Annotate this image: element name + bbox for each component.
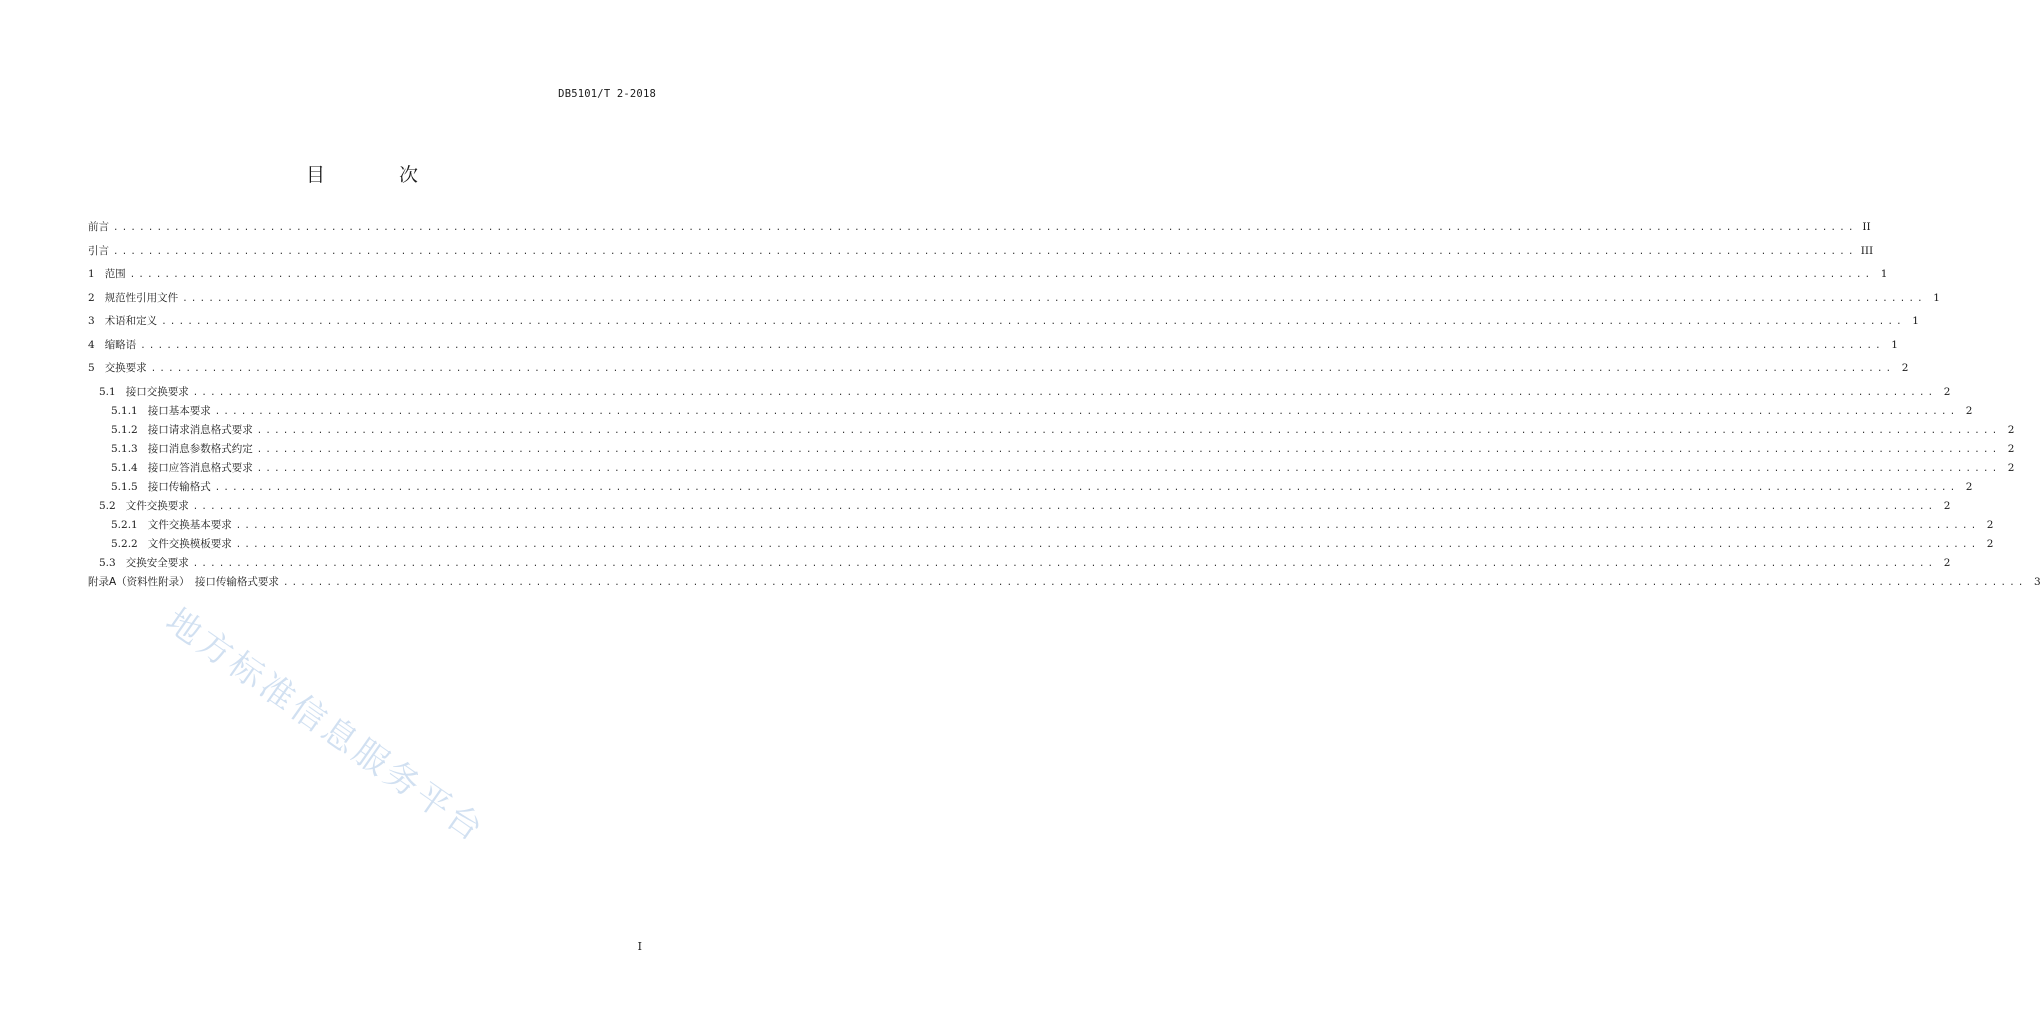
toc-entry[interactable] — [88, 384, 1951, 403]
toc-entry-number: 5.3 — [99, 556, 116, 569]
toc-entry-page: 2 — [1986, 518, 1994, 531]
toc-entry-title: 接口消息参数格式约定 — [147, 442, 253, 455]
toc-entry[interactable] — [88, 290, 1940, 314]
toc-entry-page: 1 — [1880, 268, 1888, 280]
toc-entry[interactable] — [88, 422, 2015, 441]
toc-entry-page: 2 — [1901, 362, 1909, 374]
toc-entry-page: 1 — [1912, 315, 1919, 327]
toc-dot-leader: ........................................................................................................................................................................................................ — [256, 463, 2001, 474]
page-number: I — [637, 940, 642, 953]
toc-dot-leader: ........................................................................................................................................................................................................ — [150, 364, 1895, 374]
toc-entry-page: 2 — [2007, 423, 2015, 436]
toc-entry-title: 附录A（资料性附录） 接口传输格式要求 — [88, 575, 279, 588]
toc-entry[interactable] — [88, 460, 2015, 479]
toc-dot-leader: ........................................................................................................................................................................................................ — [282, 577, 2027, 588]
toc-title: 目 次 — [305, 164, 453, 186]
toc-entry-page: 2 — [2007, 442, 2015, 455]
toc-entry[interactable] — [88, 266, 1888, 290]
toc-entry-number: 5.2 — [99, 499, 116, 512]
toc-entry[interactable] — [88, 360, 1909, 384]
toc-dot-leader: ........................................................................................................................................................................................................ — [192, 558, 1937, 569]
toc-dot-leader: ........................................................................................................................................................................................................ — [256, 425, 2001, 436]
toc-entry-title: 文件交换基本要求 — [147, 518, 232, 531]
toc-entry-title: 文件交换模板要求 — [147, 537, 232, 550]
toc-entry-number: 5.1.3 — [111, 442, 138, 455]
toc-entry-title: 引言 — [88, 244, 109, 257]
toc-entry-page: 3 — [2033, 575, 2041, 588]
toc-entry[interactable] — [88, 219, 1871, 243]
toc-entry-page: 2 — [1943, 556, 1951, 569]
toc-entry-title: 文件交换要求 — [125, 499, 189, 512]
toc-entry-number: 1 — [88, 268, 95, 280]
toc-entry-title: 接口请求消息格式要求 — [147, 423, 253, 436]
toc-dot-leader: ........................................................................................................................................................................................................ — [214, 482, 1959, 493]
toc-entry[interactable] — [88, 536, 1994, 555]
toc-dot-leader: ........................................................................................................................................................................................................ — [256, 444, 2001, 455]
toc-dot-leader: ........................................................................................................................................................................................................ — [192, 501, 1937, 512]
toc-entry-title: 前言 — [88, 221, 109, 233]
toc-entry[interactable] — [88, 313, 1919, 337]
toc-entry-page: II — [1862, 221, 1871, 233]
toc-entry-number: 5.1.1 — [111, 404, 138, 417]
toc-entry-page: 1 — [1891, 338, 1898, 351]
toc-entry-title: 接口基本要求 — [147, 404, 211, 417]
document-code: DB5101/T 2-2018 — [558, 88, 656, 100]
toc-entry-page: 2 — [1986, 537, 1994, 550]
toc-dot-leader: ........................................................................................................................................................................................................ — [182, 293, 1926, 304]
toc-entry[interactable] — [88, 574, 2041, 598]
toc-entry-title: 接口交换要求 — [125, 385, 189, 398]
toc-entry-page: 2 — [2007, 461, 2015, 474]
toc-dot-leader: ........................................................................................................................................................................................................ — [235, 520, 1980, 531]
toc-entry[interactable] — [88, 403, 1973, 422]
toc-entry-title: 缩略语 — [104, 338, 137, 351]
toc-entry-number: 5 — [88, 362, 95, 374]
toc-entry-title: 术语和定义 — [104, 315, 158, 327]
toc-dot-leader: ........................................................................................................................................................................................................ — [113, 246, 1857, 257]
toc-entry-page: 2 — [1965, 480, 1973, 493]
toc-dot-leader: ........................................................................................................................................................................................................ — [161, 317, 1905, 327]
toc-entry[interactable] — [88, 479, 1973, 498]
toc-entry-number: 3 — [88, 315, 95, 327]
toc-dot-leader: ........................................................................................................................................................................................................ — [113, 223, 1857, 233]
toc-entry-title: 交换安全要求 — [125, 556, 189, 569]
toc-entry-page: III — [1860, 244, 1874, 257]
toc-entry-title: 范围 — [104, 268, 126, 280]
toc-entry-page: 1 — [1933, 291, 1940, 304]
toc-entry[interactable] — [88, 243, 1874, 267]
toc-entry-page: 2 — [1965, 404, 1973, 417]
toc-entry-number: 5.2.2 — [111, 537, 138, 550]
toc-entry-page: 2 — [1943, 499, 1951, 512]
toc-entry-number: 2 — [88, 291, 95, 304]
watermark: 地方标准信息服务平台 — [158, 600, 493, 852]
toc-entry[interactable] — [88, 517, 1994, 536]
table-of-contents — [88, 219, 2041, 597]
toc-entry[interactable] — [88, 555, 1951, 574]
toc-entry-number: 5.1.4 — [111, 461, 138, 474]
toc-entry-number: 4 — [88, 338, 95, 351]
toc-dot-leader: ........................................................................................................................................................................................................ — [192, 387, 1937, 398]
toc-entry[interactable] — [88, 498, 1951, 517]
toc-dot-leader: ........................................................................................................................................................................................................ — [214, 406, 1959, 417]
toc-entry-title: 接口应答消息格式要求 — [147, 461, 253, 474]
toc-entry-title: 交换要求 — [104, 362, 147, 374]
toc-entry-title: 规范性引用文件 — [104, 291, 179, 304]
toc-entry-number: 5.1 — [99, 385, 116, 398]
toc-entry-number: 5.1.5 — [111, 480, 138, 493]
toc-entry-title: 接口传输格式 — [147, 480, 211, 493]
toc-entry-number: 5.1.2 — [111, 423, 138, 436]
toc-dot-leader: ........................................................................................................................................................................................................ — [235, 539, 1980, 550]
toc-entry[interactable] — [88, 337, 1898, 361]
toc-dot-leader: ........................................................................................................................................................................................................ — [140, 340, 1884, 351]
toc-entry-page: 2 — [1943, 385, 1951, 398]
toc-entry[interactable] — [88, 441, 2015, 460]
toc-dot-leader: ........................................................................................................................................................................................................ — [129, 270, 1874, 280]
toc-entry-number: 5.2.1 — [111, 518, 138, 531]
